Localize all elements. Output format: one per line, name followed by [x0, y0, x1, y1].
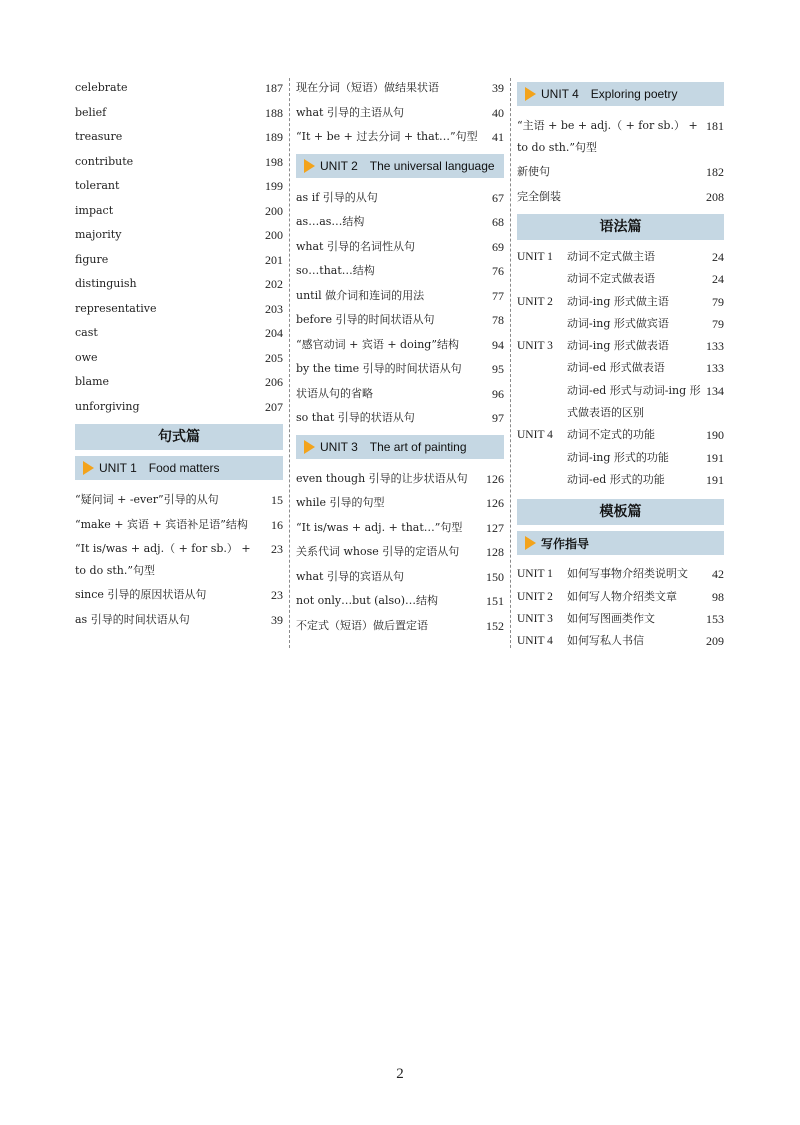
toc-entry — [296, 491, 504, 516]
entry-title: 状语从句的省略 — [296, 386, 373, 400]
entry-title: cast — [75, 326, 98, 339]
toc-entry — [75, 101, 283, 126]
toc-entry — [296, 614, 504, 639]
entry-title: “It is/was + adj. + that…”句型 — [296, 520, 463, 534]
entry-title: 动词-ing 形式的功能 — [567, 450, 669, 464]
entry-page: 41 — [492, 130, 504, 144]
column-divider-1 — [289, 78, 290, 648]
toc-entry — [296, 516, 504, 541]
toc-entry — [75, 297, 283, 322]
entry-title: 动词不定式做表语 — [567, 272, 655, 286]
entry-page: 69 — [492, 239, 504, 254]
entry-page: 190 — [706, 428, 724, 443]
entry-title: so…that…结构 — [296, 264, 375, 277]
unit-header-1 — [75, 456, 283, 480]
entry-title: “疑问词 + -ever”引导的从句 — [75, 493, 219, 506]
entry-page: 199 — [265, 179, 283, 193]
entry-unit: UNIT 4 — [517, 429, 553, 442]
entry-title: “make + 宾语 + 宾语补足语”结构 — [75, 517, 248, 531]
entry-title: tolerant — [75, 179, 120, 192]
toc-column-3 — [517, 76, 724, 652]
entry-page: 191 — [706, 472, 724, 487]
toc-entry — [75, 537, 283, 583]
writing-guide-title: 写作指导 — [541, 536, 590, 551]
entry-page: 208 — [706, 189, 724, 204]
entry-page: 15 — [271, 493, 283, 507]
writing-guide-header — [517, 531, 724, 555]
toc-entry — [75, 125, 283, 150]
unit-title: The universal language — [369, 158, 495, 173]
entry-title: “It + be + 过去分词 + that…”句型 — [296, 130, 478, 143]
entry-page: 187 — [265, 81, 283, 95]
toc-entry — [517, 630, 724, 652]
entry-page: 39 — [271, 612, 283, 627]
entry-title: since 引导的原因状语从句 — [75, 588, 207, 601]
entry-unit — [517, 357, 567, 379]
entry-title: representative — [75, 301, 157, 315]
entry-page: 79 — [712, 316, 724, 331]
unit-title: Food matters — [148, 461, 220, 475]
entry-page: 153 — [706, 611, 724, 626]
entry-page: 133 — [706, 339, 724, 354]
unit3-entry-list — [296, 467, 504, 639]
entry-title: “主语 + be + adj.（ + for sb.） + to do sth.”句型 — [517, 119, 698, 154]
toc-entry — [75, 272, 283, 297]
entry-page: 207 — [265, 399, 283, 414]
entry-title: 如何写事物介绍类说明文 — [567, 567, 688, 581]
toc-entry — [296, 540, 504, 565]
entry-unit: UNIT 1 — [517, 568, 553, 581]
toc-entry — [296, 308, 504, 333]
entry-page: 40 — [492, 105, 504, 120]
entry-unit: UNIT 3 — [517, 340, 553, 353]
triangle-marker-icon — [304, 159, 315, 173]
entry-page: 23 — [271, 542, 283, 556]
entry-page: 24 — [712, 250, 724, 264]
entry-page: 76 — [492, 264, 504, 278]
continued-entry-list — [296, 76, 504, 150]
toc-entry — [75, 199, 283, 224]
entry-title: even though 引导的让步状语从句 — [296, 471, 468, 485]
entry-unit: UNIT 3 — [517, 612, 553, 625]
entry-page: 191 — [706, 450, 724, 465]
unit-header-3 — [296, 435, 504, 459]
entry-title: unforgiving — [75, 399, 140, 413]
unit-title: Exploring poetry — [590, 87, 678, 101]
entry-page: 79 — [712, 294, 724, 309]
unit4-entry-list — [517, 114, 724, 209]
entry-title: 新使句 — [517, 165, 550, 178]
toc-entry — [296, 406, 504, 431]
triangle-marker-icon — [525, 87, 536, 101]
toc-entry — [517, 563, 724, 585]
grammar-entry-list — [517, 246, 724, 491]
toc-entry — [75, 223, 283, 248]
entry-page: 200 — [265, 228, 283, 242]
toc-entry — [296, 259, 504, 284]
toc-entry — [517, 447, 724, 469]
toc-entry — [75, 150, 283, 175]
entry-page: 97 — [492, 411, 504, 425]
writing-entry-list — [517, 563, 724, 652]
toc-entry — [517, 357, 724, 379]
toc-entry — [296, 76, 504, 101]
toc-entry — [75, 583, 283, 608]
entry-page: 203 — [265, 301, 283, 316]
entry-unit: UNIT 1 — [517, 251, 553, 263]
triangle-marker-icon — [304, 440, 315, 454]
entry-page: 134 — [706, 383, 724, 398]
entry-title: “It is/was + adj.（ + for sb.） + to do sth.”句型 — [75, 542, 251, 577]
entry-title: 动词-ed 形式做表语 — [567, 361, 665, 375]
toc-entry — [517, 313, 724, 335]
toc-entry — [517, 424, 724, 446]
word-list — [75, 76, 283, 419]
section-header-grammar: 语法篇 — [517, 214, 724, 240]
entry-title: so that 引导的状语从句 — [296, 411, 415, 424]
triangle-marker-icon — [83, 461, 94, 475]
entry-title: what 引导的名词性从句 — [296, 239, 415, 253]
entry-page: 127 — [486, 520, 504, 535]
entry-unit: UNIT 2 — [517, 590, 553, 603]
entry-title: until 做介词和连词的用法 — [296, 288, 425, 302]
toc-entry — [296, 210, 504, 235]
toc-entry — [296, 235, 504, 260]
entry-title: “感官动词 + 宾语 + doing”结构 — [296, 337, 459, 351]
entry-title: majority — [75, 228, 122, 241]
triangle-marker-icon — [525, 536, 536, 550]
entry-page: 150 — [486, 569, 504, 584]
unit-header-4 — [517, 82, 724, 106]
entry-page: 205 — [265, 350, 283, 365]
entry-page: 67 — [492, 190, 504, 205]
entry-title: as 引导的时间状语从句 — [75, 612, 190, 626]
entry-page: 182 — [706, 165, 724, 179]
toc-entry — [75, 248, 283, 273]
page-number: 2 — [396, 1066, 404, 1082]
toc-entry — [517, 185, 724, 210]
unit-label: UNIT 1 — [99, 461, 137, 475]
entry-title: 关系代词 whose 引导的定语从句 — [296, 545, 460, 558]
toc-entry — [517, 268, 724, 290]
entry-title: 现在分词（短语）做结果状语 — [296, 81, 439, 94]
entry-title: 动词-ing 形式做宾语 — [567, 316, 669, 330]
toc-entry — [75, 76, 283, 101]
toc-entry — [517, 469, 724, 491]
entry-title: 动词-ed 形式与动词-ing 形式做表语的区别 — [567, 383, 701, 420]
section-header-templates: 模板篇 — [517, 499, 724, 525]
entry-page: 128 — [486, 545, 504, 559]
unit-title: The art of painting — [369, 439, 467, 454]
entry-title: distinguish — [75, 277, 137, 290]
toc-entry — [75, 321, 283, 346]
entry-title: 动词-ing 形式做表语 — [567, 339, 669, 353]
entry-title: 如何写人物介绍类文章 — [567, 589, 677, 603]
entry-page: 96 — [492, 386, 504, 401]
entry-title: impact — [75, 203, 114, 217]
unit2-entry-list — [296, 186, 504, 431]
entry-title: what 引导的主语从句 — [296, 105, 404, 119]
entry-title: figure — [75, 252, 109, 266]
entry-unit — [517, 469, 567, 491]
toc-entry — [517, 291, 724, 313]
entry-page: 24 — [712, 272, 724, 287]
unit-header-2 — [296, 154, 504, 178]
entry-title: 动词不定式做主语 — [567, 250, 655, 263]
entry-page: 204 — [265, 326, 283, 340]
toc-entry — [296, 186, 504, 211]
unit-label: UNIT 4 — [541, 87, 579, 101]
toc-entry — [75, 513, 283, 538]
entry-page: 23 — [271, 588, 283, 602]
entry-title: not only…but (also)…结构 — [296, 594, 439, 607]
entry-page: 133 — [706, 361, 724, 376]
entry-title: before 引导的时间状语从句 — [296, 313, 435, 326]
entry-title: while 引导的句型 — [296, 496, 385, 509]
section-header-sentence-patterns: 句式篇 — [75, 424, 283, 450]
entry-title: 不定式（短语）做后置定语 — [296, 618, 428, 632]
entry-unit — [517, 313, 567, 335]
toc-entry — [75, 608, 283, 633]
entry-page: 152 — [486, 618, 504, 633]
entry-title: treasure — [75, 130, 123, 143]
unit-label: UNIT 2 — [320, 158, 358, 173]
entry-page: 209 — [706, 634, 724, 649]
entry-title: belief — [75, 105, 107, 119]
entry-title: contribute — [75, 154, 134, 168]
entry-title: 如何写私人书信 — [567, 634, 644, 648]
toc-column-2 — [296, 76, 504, 638]
entry-page: 188 — [265, 105, 283, 120]
entry-title: as if 引导的从句 — [296, 190, 378, 204]
entry-page: 78 — [492, 313, 504, 327]
entry-title: 动词-ing 形式做主语 — [567, 294, 669, 308]
toc-entry — [517, 608, 724, 630]
entry-title: by the time 引导的时间状语从句 — [296, 362, 462, 375]
toc-entry — [296, 333, 504, 358]
toc-entry — [296, 125, 504, 150]
entry-title: celebrate — [75, 81, 128, 94]
entry-page: 94 — [492, 337, 504, 352]
entry-page: 202 — [265, 277, 283, 291]
toc-entry — [296, 565, 504, 590]
toc-entry — [517, 335, 724, 357]
toc-entry — [296, 467, 504, 492]
entry-unit — [517, 380, 567, 425]
toc-entry — [517, 160, 724, 185]
toc-entry — [296, 589, 504, 614]
entry-title: 动词不定式的功能 — [567, 428, 655, 442]
entry-page: 126 — [486, 496, 504, 510]
toc-entry — [517, 380, 724, 425]
entry-page: 151 — [486, 594, 504, 608]
toc-entry — [296, 357, 504, 382]
entry-page: 95 — [492, 362, 504, 376]
toc-entry — [296, 382, 504, 407]
entry-page: 42 — [712, 567, 724, 582]
entry-page: 189 — [265, 130, 283, 144]
entry-page: 200 — [265, 203, 283, 218]
entry-unit: UNIT 4 — [517, 635, 553, 648]
toc-entry — [75, 346, 283, 371]
entry-page: 77 — [492, 288, 504, 303]
entry-page: 68 — [492, 215, 504, 229]
toc-entry — [296, 101, 504, 126]
toc-entry — [75, 370, 283, 395]
toc-entry — [75, 395, 283, 420]
entry-page: 16 — [271, 517, 283, 532]
entry-title: owe — [75, 350, 98, 364]
entry-title: what 引导的宾语从句 — [296, 569, 404, 583]
entry-page: 39 — [492, 81, 504, 95]
toc-entry — [517, 246, 724, 268]
toc-entry — [296, 284, 504, 309]
unit-label: UNIT 3 — [320, 439, 358, 454]
entry-page: 126 — [486, 471, 504, 486]
toc-column-1 — [75, 76, 283, 632]
entry-title: 如何写图画类作文 — [567, 611, 655, 625]
column-divider-2 — [510, 78, 511, 648]
entry-page: 98 — [712, 589, 724, 604]
entry-unit: UNIT 2 — [517, 295, 553, 308]
unit1-entry-list — [75, 488, 283, 632]
entry-unit — [517, 447, 567, 469]
entry-page: 201 — [265, 252, 283, 267]
entry-title: blame — [75, 375, 110, 388]
toc-entry — [75, 174, 283, 199]
entry-page: 198 — [265, 154, 283, 169]
entry-page: 181 — [706, 119, 724, 133]
toc-entry — [75, 488, 283, 513]
toc-entry — [517, 586, 724, 608]
entry-title: as…as…结构 — [296, 215, 365, 228]
entry-unit — [517, 268, 567, 290]
entry-page: 206 — [265, 375, 283, 389]
entry-title: 完全倒装 — [517, 189, 561, 203]
entry-title: 动词-ed 形式的功能 — [567, 472, 665, 486]
toc-entry — [517, 114, 724, 160]
